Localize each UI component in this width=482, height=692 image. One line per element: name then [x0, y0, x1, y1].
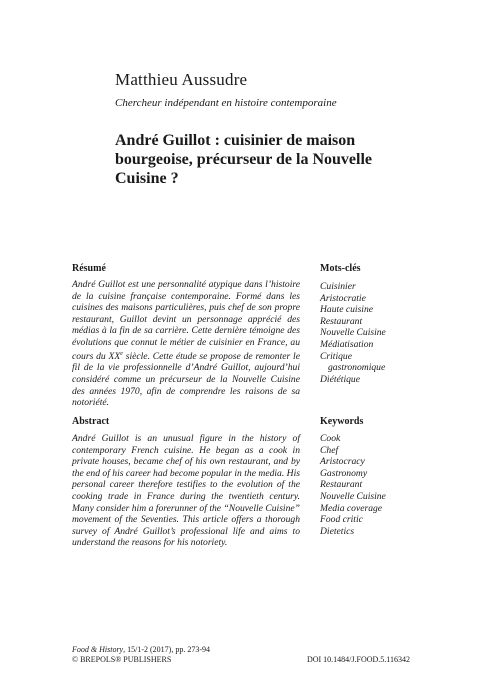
century-superscript: e [120, 350, 123, 357]
keywords-heading: Keywords [320, 416, 364, 427]
doi: DOI 10.1484/J.FOOD.5.116342 [306, 655, 410, 664]
resume-text [72, 279, 300, 409]
resume-heading: Résumé [72, 263, 106, 274]
article-title: André Guillot : cuisinier de maison bourgeoise, précurseur de la Nouvelle Cuisine ? [115, 132, 373, 187]
abstract-text: André Guillot is an unusual figure in the history of contemporary French cuisine. He began as a cook in private houses, became chef of his own restaurant, and by the end of his career had become popular in the media. His personal career therefore testifies to the evolution of the cooking trade in France during the twentieth century. Many consider him a forerunner of the “Nouvelle Cuisine” movement of the Seventies. This article offers a thorough survey of André Guillot’s professional life and aims to understand the reasons for his notoriety. [72, 433, 300, 549]
author-name: Matthieu Aussudre [115, 70, 248, 89]
mot-cle: Aristocratie [320, 292, 366, 304]
mots-cles-heading: Mots-clés [320, 263, 361, 274]
volume-pages: , 15/1-2 (2017), pp. 273-94 [123, 645, 210, 654]
mot-cle: Médiatisation [320, 338, 374, 350]
mot-cle: Haute cuisine [320, 304, 374, 316]
keyword: Chef [320, 444, 339, 456]
mot-cle: Nouvelle Cuisine [320, 327, 386, 339]
resume-text-part-2: siècle. Cette étude se propose de remonter le fil de la vie professionnelle d’André Guillot, aujourd’hui considéré comme un précurseur de la Nouvelle Cuisine des années 1970, afin de comprendre les raisons de sa notoriété. [72, 350, 300, 409]
keyword: Gastronomy [320, 467, 368, 479]
mot-cle: Cuisinier [320, 281, 356, 292]
keyword: Nouvelle Cuisine [320, 490, 386, 502]
mot-cle: Critique [320, 350, 352, 362]
journal-name: Food & History [72, 645, 124, 654]
mot-cle: Diététique [320, 373, 360, 385]
mot-cle: gastronomique [328, 362, 386, 374]
author-affiliation: Chercheur indépendant en histoire contemporaine [115, 97, 337, 109]
keyword: Food critic [320, 514, 363, 526]
mot-cle: Restaurant [320, 315, 363, 327]
keyword: Restaurant [320, 479, 363, 491]
keyword: Cook [320, 433, 341, 444]
keyword: Dietetics [320, 525, 355, 537]
journal-citation [72, 645, 210, 655]
keywords-list [320, 433, 430, 537]
keyword: Media coverage [320, 502, 383, 514]
publisher-logo: © BREPOLS® PUBLISHERS [72, 655, 172, 664]
footer-citation [72, 645, 210, 665]
abstract-heading: Abstract [72, 416, 110, 427]
mots-cles-list [320, 281, 430, 385]
resume-text-part-1: André Guillot est une personnalité atypique dans l’histoire de la cuisine française contemporaine. Formé dans les cuisines des maisons particulières, puis chef de son propre restaurant, Guillot devint un personnage apprécié des médias à la fin de sa carrière. Cette dernière témoigne des évolutions que connut le métier de cuisinier en France, au cours du XX [72, 279, 300, 362]
keyword: Aristocracy [320, 456, 365, 468]
